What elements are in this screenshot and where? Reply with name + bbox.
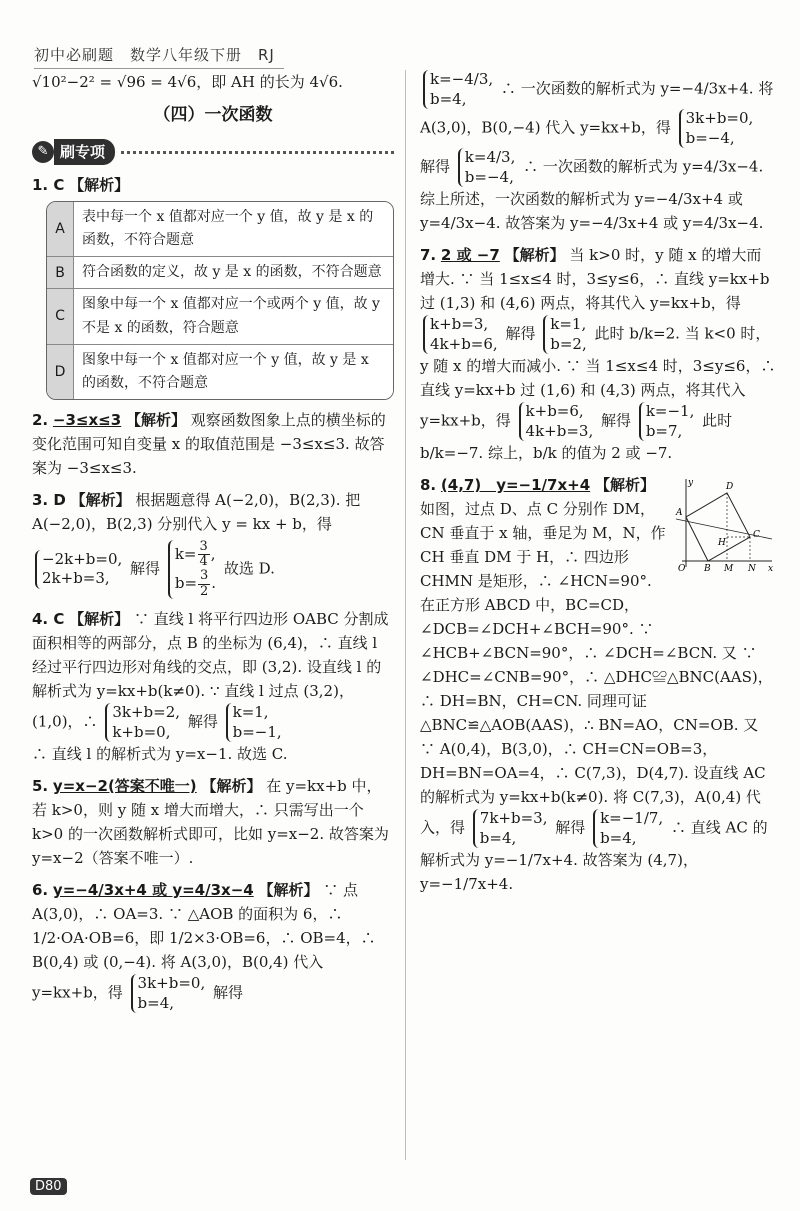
q7-tag: 【解析】 xyxy=(504,246,565,264)
q3-text: 根据题意得 A(−2,0)，B(2,3). 把 A(−2,0)，B(2,3) 分别代入 y = kx + b，得 xyxy=(32,490,361,533)
label-m: M xyxy=(724,564,734,571)
q8-solve-word: 解得 xyxy=(555,818,586,837)
q4-text: ∵ 直线 l 将平行四边形 OABC 分割成面积相等的两部分，点 B 的坐标为 (6,4)，∴ 直线 l 经过平行四边形对角线的交点，即 (3,2). 设直线 l 的解析式为 y=kx+b(k≠0). ∵ 直线 l 过点 (3,2)，(1,0)，∴ xyxy=(32,610,389,731)
q5-answer: y=x−2(答案不唯一) xyxy=(52,777,197,796)
q3-solution: k= $\frac{3}{4}$ , b= $\frac{3}{2}$ . xyxy=(168,540,216,599)
q3-system xyxy=(35,550,122,589)
q6-number: 6. xyxy=(32,881,49,900)
q8-tag: 【解析】 xyxy=(594,476,655,494)
label-c: C xyxy=(753,530,760,540)
q7-text-3: 此时 b/k=−7. 综上，b/k 的值为 2 或 −7. xyxy=(420,411,733,462)
q7-system-2 xyxy=(519,402,594,441)
label-h: H xyxy=(718,538,726,548)
brush-icon: ✎ xyxy=(32,141,54,163)
eq: k=1, xyxy=(232,703,269,722)
eq: k=4/3, xyxy=(464,148,516,166)
eq: 2k+b=3, xyxy=(42,569,110,588)
q7-text-2: 此时 b/k=2. 当 k<0 时，y 随 x 的增大而减小. ∵ 当 1≤x≤4 时，3≤y≤6，∴ 直线 y=kx+b 过 (1,6) 和 (4,3) 两点，将其代入 y=kx+b，得 xyxy=(420,324,776,430)
eq: k=−4/3, xyxy=(430,70,494,88)
eq: 3k+b=0, xyxy=(685,109,754,127)
row-key: A xyxy=(47,202,74,256)
row-text: 符合函数的定义，故 y 是 x 的函数，不符合题意 xyxy=(74,257,393,288)
q6-answer: y=−4/3x+4 或 y=4/3x−4 xyxy=(52,881,254,900)
eq: b=−4, xyxy=(464,167,514,186)
row-text: 图象中每一个 x 值都对应一个或两个 y 值，故 y 不是 x 的函数，符合题意 xyxy=(74,289,393,343)
numerator: 3 xyxy=(199,538,208,554)
eq: −2k+b=0, xyxy=(42,549,123,568)
eq: b=7, xyxy=(645,421,683,440)
eq: 4k+b=3, xyxy=(525,421,594,440)
y-label: y xyxy=(688,478,694,488)
label-o: O xyxy=(678,564,686,571)
question-3 xyxy=(32,488,394,599)
q4-conclusion: ∴ 直线 l 的解析式为 y=x−1. 故选 C. xyxy=(32,745,288,764)
question-1 xyxy=(32,173,394,400)
eq: 3k+b=2, xyxy=(112,703,181,722)
q8-number: 8. xyxy=(420,476,437,494)
q6-text: ∵ 点 A(3,0)，∴ OA=3. ∵ △AOB 的面积为 6，∴ 1/2·OA·OB=6，即 1/2×3·OB=6，∴ OB=4，∴ B(0,4) 或 (0,−4). 将 A(3,0)，B(0,4) 代入 y=kx+b，得 xyxy=(32,881,376,1002)
eq: 7k+b=3, xyxy=(479,809,548,827)
q2-text: 观察函数图象上点的横坐标的变化范围可知自变量 x 的取值范围是 −3≤x≤3. 故答案为 −3≤x≤3. xyxy=(32,410,386,477)
right-column xyxy=(420,70,776,896)
q4-solve-word: 解得 xyxy=(187,712,218,731)
special-practice-badge xyxy=(32,139,394,165)
eq: b=4, xyxy=(137,993,175,1012)
row-key: C xyxy=(47,289,74,343)
row-text: 表中每一个 x 值都对应一个 y 值，故 y 是 x 的函数，不符合题意 xyxy=(74,202,393,256)
eq: k+b=0, xyxy=(112,722,171,741)
q3-tag: 【解析】 xyxy=(70,490,131,509)
row-key: D xyxy=(47,345,74,399)
q8-solution xyxy=(593,809,663,848)
q4-tag: 【解析】 xyxy=(69,610,130,629)
q6-tag: 【解析】 xyxy=(258,881,319,900)
q8-text-1: 如图，过点 D、点 C 分别作 DM，CN 垂直于 x 轴，垂足为 M，N，作 CH 垂直 DM 于 H，∴ 四边形 CHMN 是矩形，∴ ∠HCN=90°. 在正方形 ABCD 中，BC=CD，∠DCB=∠DCH+∠BCH=90°. ∵ ∠HCB+∠BCN=90°，∴ ∠DCH=∠BCN. 又 ∵ ∠DHC=∠CNB=90°，∴ △DHC≌△BNC(AAS)，∴ DH=BN，CH=CN. 同理可证 △BNC≌△AOB(AAS)，∴ BN=AO，CN=OB. 又 ∵ A(0,4)，B(3,0)，∴ CH=CN=OB=3，DH=BN=OA=4，∴ C(7,3)，D(4,7). 设直线 AC 的解析式为 y=kx+b(k≠0). 将 C(7,3)，A(0,4) 代入，得 xyxy=(420,500,773,837)
question-7 xyxy=(420,243,776,465)
eq: k=1, xyxy=(550,315,587,333)
q6-system xyxy=(131,974,206,1013)
q2-answer: −3≤x≤3 xyxy=(52,410,122,429)
label-d: D xyxy=(726,482,734,492)
q7-number: 7. xyxy=(420,246,437,264)
denominator: 2 xyxy=(200,583,209,599)
page-number: D80 xyxy=(30,1178,67,1195)
eq: 4k+b=6, xyxy=(430,334,498,353)
column-divider xyxy=(405,70,406,1160)
q8-text-2: ∴ 直线 AC 的解析式为 y=−1/7x+4. 故答案为 (4,7)，y=−1/7x+4. xyxy=(420,818,768,893)
q7-solve-word-1: 解得 xyxy=(505,324,536,343)
table-row xyxy=(47,289,393,344)
eq: b=−4, xyxy=(685,128,735,147)
table-row xyxy=(47,345,393,399)
table-row xyxy=(47,257,393,289)
q2-tag: 【解析】 xyxy=(125,410,186,429)
q5-tag: 【解析】 xyxy=(201,777,262,796)
header-title: 初中必刷题 数学八年级下册 RJ xyxy=(34,46,275,64)
q1-tag: 【解析】 xyxy=(69,176,130,195)
q4-number: 4. C xyxy=(32,610,65,629)
eq: 3k+b=0, xyxy=(137,974,206,993)
square-coordinate-figure xyxy=(672,475,776,571)
eq: b=4, xyxy=(600,828,637,847)
badge-label: 刷专项 xyxy=(54,139,115,165)
q3-number: 3. D xyxy=(32,490,66,509)
denominator: 4 xyxy=(199,554,208,570)
q6-solution-1 xyxy=(423,70,493,109)
eq: b=4, xyxy=(479,828,517,847)
q5-text: 在 y=kx+b 中，若 k>0，则 y 随 x 增大而增大，∴ 只需写出一个 k>0 的一次函数解析式即可，比如 y=x−2. 故答案为 y=x−2（答案不唯一）. xyxy=(32,777,389,868)
section-title: （四）一次函数 xyxy=(153,105,273,125)
eq: k=−1/7, xyxy=(600,809,664,827)
q5-number: 5. xyxy=(32,777,49,796)
eq: b=2, xyxy=(550,334,587,353)
q2-number: 2. xyxy=(32,410,49,429)
q3-solve-word: 解得 xyxy=(130,559,161,578)
eq: b=4, xyxy=(430,89,467,108)
q1-analysis-table xyxy=(46,201,394,400)
question-4 xyxy=(32,607,394,766)
q6-cont-3: 解得 xyxy=(420,157,451,176)
intro-line: √10²−2² = √96 = 4√6，即 AH 的长为 4√6. xyxy=(32,73,343,91)
table-row xyxy=(47,202,393,257)
header-rule xyxy=(34,68,284,69)
q7-solution-2 xyxy=(639,402,695,441)
eq: k+b=3, xyxy=(430,315,489,333)
q7-solve-word-2: 解得 xyxy=(601,411,632,430)
question-5 xyxy=(32,774,394,870)
eq: b=−1, xyxy=(232,722,282,741)
x-label: x xyxy=(768,564,774,571)
q4-solution xyxy=(226,703,282,742)
question-6 xyxy=(32,878,394,1013)
q6-cont-2: A(3,0)，B(0,−4) 代入 y=kx+b，得 xyxy=(420,118,671,137)
q6-cont-1: ∴ 一次函数的解析式为 y=−4/3x+4. 将 xyxy=(500,79,774,98)
question-8 xyxy=(420,473,776,896)
q7-solution-1 xyxy=(543,315,586,354)
q4-system xyxy=(105,703,180,742)
q6-solution-2 xyxy=(458,148,516,187)
q7-text-1: 当 k>0 时，y 随 x 的增大而增大. ∵ 当 1≤x≤4 时，3≤y≤6，∴ 直线 y=kx+b 过 (1,3) 和 (4,6) 两点，将其代入 y=kx+b，得 xyxy=(420,246,770,312)
q7-answer: 2 或 −7 xyxy=(440,246,500,264)
q8-answer: (4,7) y=−1/7x+4 xyxy=(440,476,591,494)
label-n: N xyxy=(748,564,756,571)
q6-cont-4: ∴ 一次函数的解析式为 y=4/3x−4. 综上所述，一次函数的解析式为 y=−4/3x+4 或 y=4/3x−4. 故答案为 y=−4/3x+4 或 y=4/3x−4. xyxy=(420,157,764,232)
q3-conclusion: 故选 D. xyxy=(223,559,275,578)
q1-number: 1. C xyxy=(32,176,65,195)
q6-system-2 xyxy=(679,109,754,148)
eq: k=−1, xyxy=(645,402,695,420)
dotted-rule xyxy=(121,151,394,154)
page-header xyxy=(34,44,275,65)
question-6-continued xyxy=(420,70,776,235)
fraction xyxy=(198,569,210,599)
numerator: 3 xyxy=(200,568,209,584)
eq: k+b=6, xyxy=(525,402,584,420)
fraction xyxy=(198,540,210,570)
row-key: B xyxy=(47,257,74,288)
label-b: B xyxy=(704,564,711,571)
row-text: 图象中每一个 x 值都对应一个 y 值，故 y 是 x 的函数，不符合题意 xyxy=(74,345,393,399)
square-abcd xyxy=(686,493,750,561)
left-column xyxy=(32,70,394,1013)
label-a: A xyxy=(676,508,683,518)
q6-solve-word: 解得 xyxy=(213,983,244,1002)
question-2 xyxy=(32,408,394,480)
q7-system-1 xyxy=(423,315,498,354)
q8-system xyxy=(473,809,548,848)
